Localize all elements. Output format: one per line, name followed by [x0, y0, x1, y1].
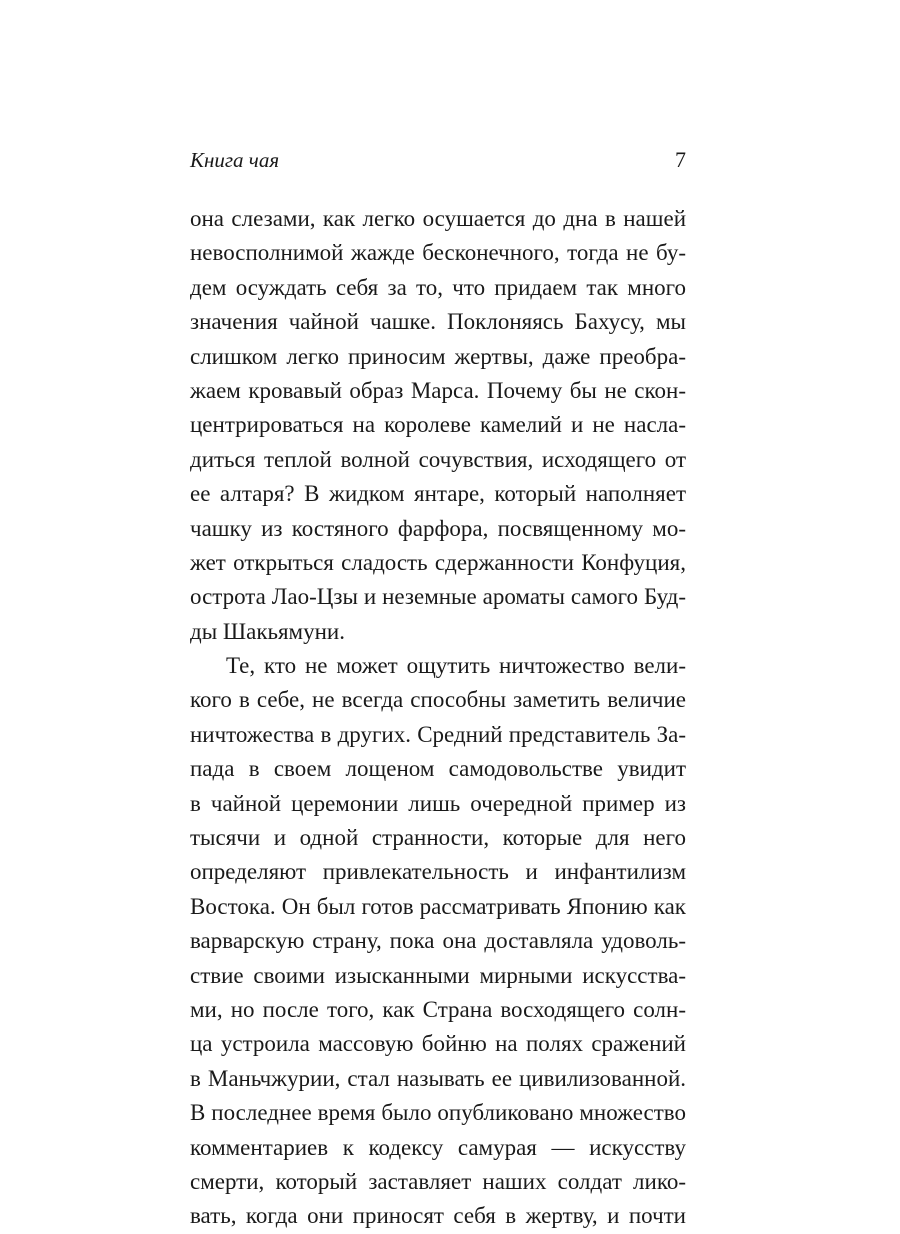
text-line: Востока. Он был готов рассматривать Японию как	[190, 893, 686, 919]
text-line: жаем кровавый образ Марса. Почему бы не скон-	[190, 377, 686, 403]
running-head	[190, 145, 686, 175]
text-line: дем осуждать себя за то, что придаем так много	[190, 274, 686, 300]
text-line: кого в себе, не всегда способны заметить величие	[190, 687, 686, 713]
page-number: 7	[675, 147, 686, 172]
paragraph	[190, 649, 686, 1234]
text-line: в чайной церемонии лишь очередной пример из	[190, 790, 686, 816]
text-line: варварскую страну, пока она доставляла удоволь-	[190, 928, 686, 954]
text-line: ми, но после того, как Страна восходящего солн-	[190, 996, 686, 1022]
text-line: слишком легко приносим жертвы, даже преобра-	[190, 343, 686, 369]
text-line: ствие своими изысканными мирными искусства-	[190, 962, 686, 988]
text-line: пада в своем лощеном самодовольстве увидит	[190, 756, 686, 782]
body-text	[190, 202, 686, 1234]
text-line: Те, кто не может ощутить ничтожество вели-	[226, 653, 686, 679]
text-line: определяют привлекательность и инфантилизм	[190, 859, 686, 885]
text-line: в Маньчжурии, стал называть ее цивилизованной.	[190, 1065, 686, 1091]
text-line: значения чайной чашке. Поклоняясь Бахусу, мы	[190, 309, 686, 335]
text-line: ца устроила массовую бойню на полях сражений	[190, 1031, 686, 1057]
text-line: смерти, который заставляет наших солдат лико-	[190, 1168, 686, 1194]
text-line: В последнее время было опубликовано множество	[190, 1100, 686, 1126]
text-line: диться теплой волной сочувствия, исходящего от	[190, 446, 686, 472]
text-line: она слезами, как легко осушается до дна в нашей	[190, 206, 686, 231]
text-line: комментариев к кодексу самурая — искусству	[190, 1134, 686, 1160]
book-title: Книга чая	[190, 148, 280, 172]
text-line: жет открыться сладость сдержанности Конфуция,	[190, 549, 686, 575]
text-line: ее алтаря? В жидком янтаре, который наполняет	[190, 481, 686, 507]
text-line: невосполнимой жажде бесконечного, тогда не бу-	[190, 240, 686, 266]
paragraph	[190, 202, 686, 649]
text-line: острота Лао-Цзы и неземные ароматы самого Буд-	[190, 584, 686, 610]
text-line: центрироваться на королеве камелий и не насла-	[190, 412, 686, 438]
text-line: тысячи и одной странности, которые для него	[190, 825, 686, 851]
text-line: чашку из костяного фарфора, посвященному мо-	[190, 515, 686, 541]
text-line: ничтожества в других. Средний представитель За-	[190, 721, 686, 747]
text-line: вать, когда они приносят себя в жертву, и почти	[190, 1203, 686, 1229]
text-line: ды Шакьямуни.	[190, 618, 345, 644]
